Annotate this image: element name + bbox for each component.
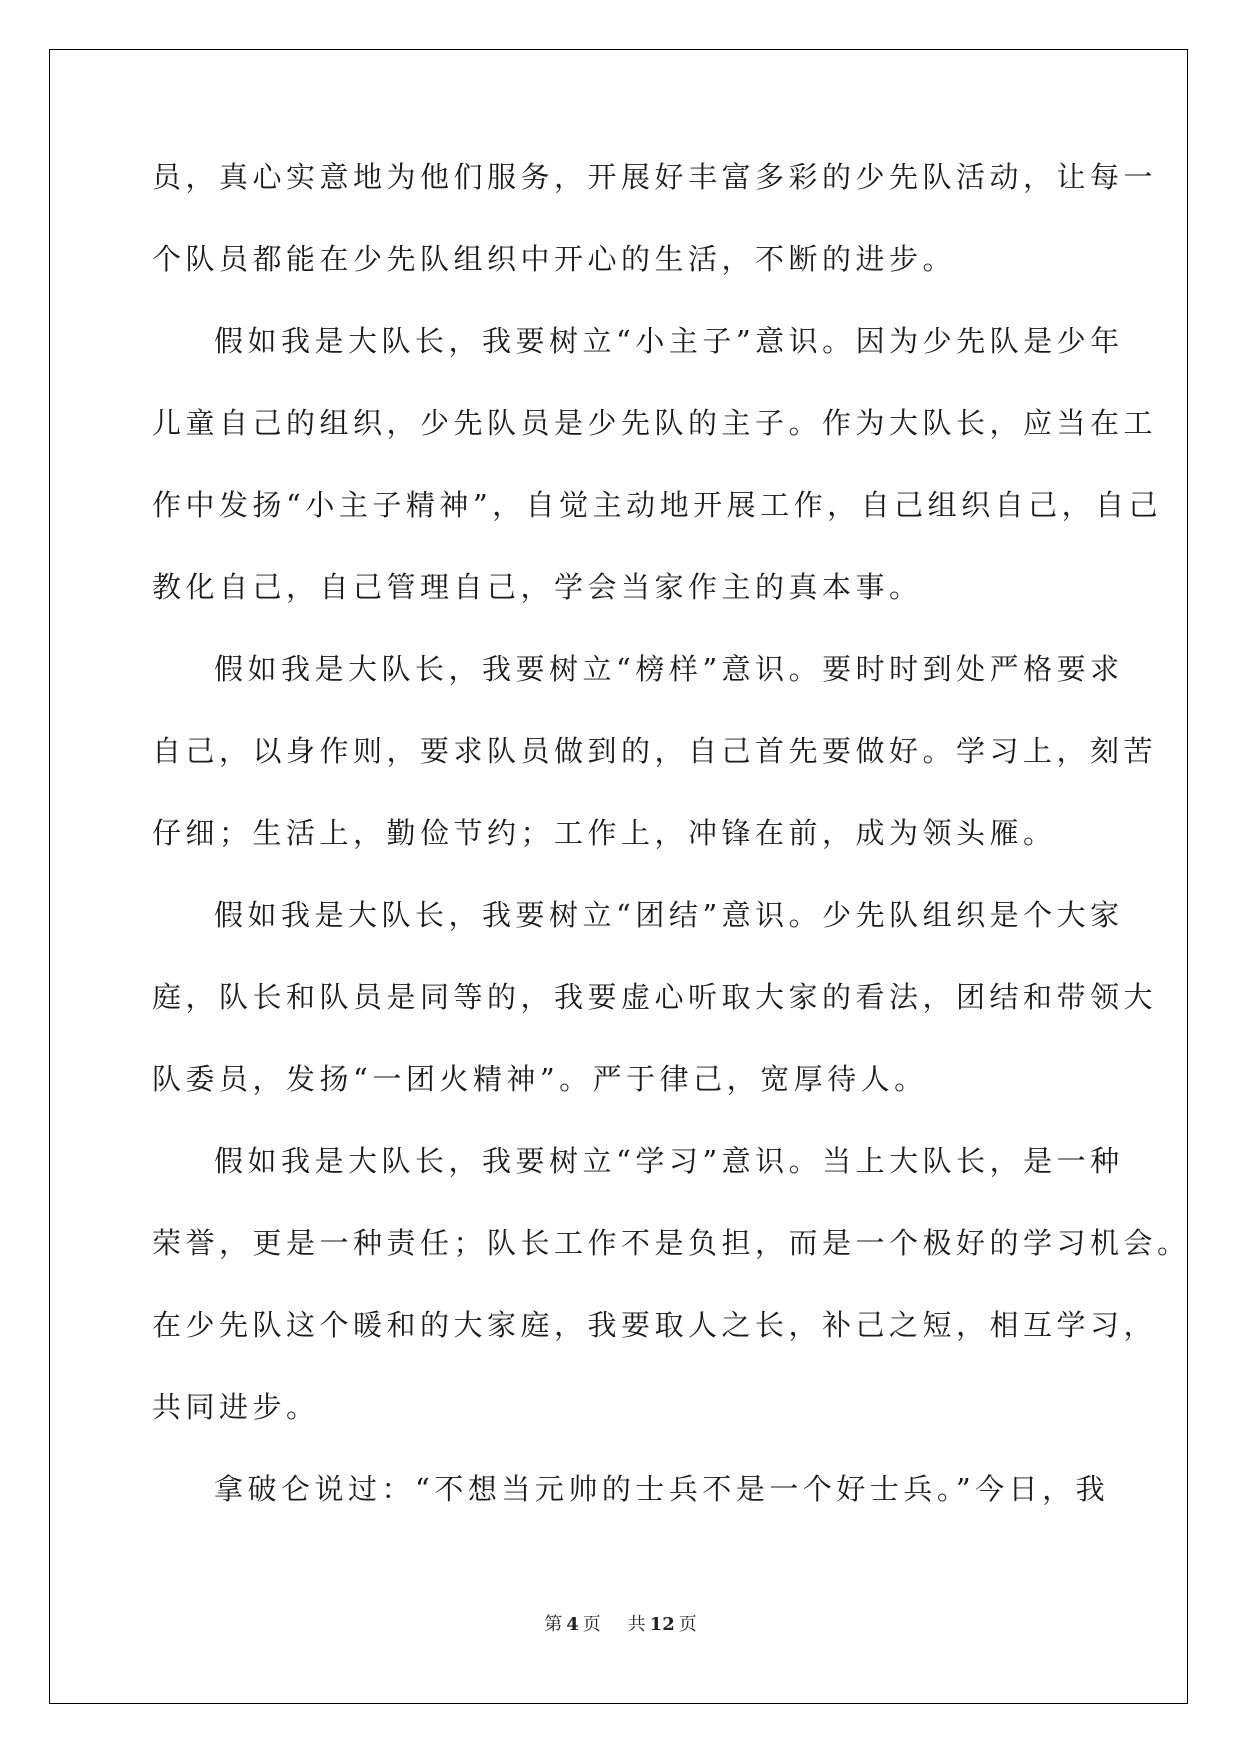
paragraph-first-line: 假如我是大队长，我要树立“学习”意识。当上大队长，是一种 — [214, 1144, 1124, 1178]
text-line: 教化自己，自己管理自己，学会当家作主的真本事。 — [152, 570, 923, 604]
page-suffix: 页 — [582, 1614, 601, 1635]
text-line: 队委员，发扬“一团火精神”。严于律己，宽厚待人。 — [152, 1062, 928, 1096]
paragraph-first-line: 假如我是大队长，我要树立“小主子”意识。因为少先队是少年 — [214, 324, 1124, 358]
text-line: 儿童自己的组织，少先队员是少先队的主子。作为大队长，应当在工 — [152, 406, 1158, 440]
paragraph-first-line: 假如我是大队长，我要树立“团结”意识。少先队组织是个大家 — [214, 898, 1124, 932]
text-line: 共同进步。 — [152, 1390, 320, 1424]
total-suffix: 页 — [678, 1614, 697, 1635]
text-line: 员，真心实意地为他们服务，开展好丰富多彩的少先队活动，让每一 — [152, 160, 1158, 194]
text-line: 在少先队这个暖和的大家庭，我要取人之长，补己之短，相互学习， — [152, 1308, 1158, 1342]
page-border — [49, 49, 1188, 1704]
text-line: 仔细；生活上，勤俭节约；工作上，冲锋在前，成为领头雁。 — [152, 816, 1057, 850]
paragraph-first-line: 假如我是大队长，我要树立“榜样”意识。要时时到处严格要求 — [214, 652, 1124, 686]
text-line: 荣誉，更是一种责任；队长工作不是负担，而是一个极好的学习机会。 — [152, 1226, 1191, 1260]
page-prefix: 第 — [544, 1614, 563, 1635]
paragraph-first-line: 拿破仑说过：“不想当元帅的士兵不是一个好士兵。”今日，我 — [214, 1472, 1110, 1506]
text-line: 个队员都能在少先队组织中开心的生活，不断的进步。 — [152, 242, 957, 276]
total-prefix: 共 — [627, 1614, 646, 1635]
text-line: 庭，队长和队员是同等的，我要虚心听取大家的看法，团结和带领大 — [152, 980, 1158, 1014]
text-line: 作中发扬“小主子精神”，自觉主动地开展工作，自己组织自己，自己 — [152, 488, 1163, 522]
page-footer — [0, 1610, 1241, 1636]
total-pages: 12 — [649, 1614, 675, 1635]
text-line: 自己，以身作则，要求队员做到的，自己首先要做好。学习上，刻苦 — [152, 734, 1158, 768]
page-number: 4 — [566, 1614, 579, 1635]
